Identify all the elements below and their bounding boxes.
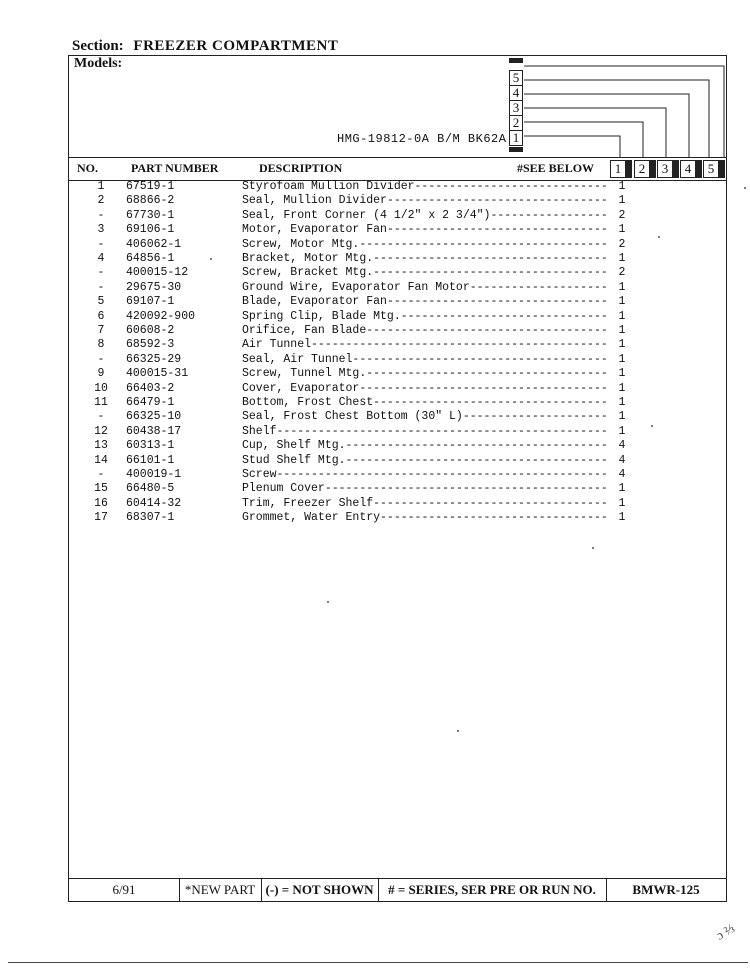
footer-series-note: # = SERIES, SER PRE OR RUN NO. <box>378 879 607 901</box>
header-part-number: PART NUMBER <box>131 161 219 175</box>
part-description <box>242 281 614 295</box>
part-number: 66101-1 <box>126 453 175 467</box>
part-number: 67519-1 <box>126 180 175 193</box>
series-box-3: 3 <box>509 100 523 116</box>
quantity: 4 <box>618 453 626 467</box>
part-number: 60608-2 <box>126 324 175 337</box>
table-row <box>69 194 726 208</box>
description-text: Seal, Frost Chest Bottom (30" L) <box>242 410 463 424</box>
models-label: Models: <box>74 56 123 71</box>
row-number: 17 <box>94 511 108 525</box>
quantity: 1 <box>618 309 626 323</box>
description-text: Seal, Mullion Divider <box>242 194 387 208</box>
quantity: 1 <box>618 194 626 208</box>
part-number: 60414-32 <box>126 496 182 510</box>
table-row <box>69 511 726 525</box>
row-number: 15 <box>94 482 108 496</box>
table-row <box>69 482 726 496</box>
column-separator <box>673 160 679 178</box>
dash-leader: ------------------------------------------------ <box>276 424 608 438</box>
dash-leader: ----------------- <box>490 208 608 222</box>
row-number: 9 <box>97 367 105 381</box>
row-number: 12 <box>94 424 108 438</box>
footer-not-shown: (-) = NOT SHOWN <box>261 879 379 901</box>
section-label: Section: <box>72 38 124 54</box>
row-number: 5 <box>97 295 105 309</box>
row-number: 1 <box>97 180 105 193</box>
table-row <box>69 223 726 237</box>
series-box-5: 5 <box>509 70 523 86</box>
description-text: Cover, Evaporator <box>242 381 360 395</box>
part-number: 66325-10 <box>126 410 182 424</box>
part-description <box>242 468 614 482</box>
dash-leader: -------------------------------- <box>386 223 608 237</box>
quantity: 1 <box>618 338 626 352</box>
column-number-4: 4 <box>680 160 696 178</box>
column-separator <box>626 160 632 178</box>
part-description <box>242 338 614 352</box>
row-number: 14 <box>94 453 108 467</box>
header-no: NO. <box>77 161 98 175</box>
part-number: 400019-1 <box>126 468 182 481</box>
quantity: 2 <box>618 237 626 251</box>
part-description <box>242 410 614 424</box>
part-description <box>242 497 614 511</box>
quantity: 4 <box>618 439 626 453</box>
quantity: 1 <box>618 223 626 237</box>
part-number: 420092-900 <box>126 309 196 323</box>
scan-speck <box>210 258 212 260</box>
parts-list-frame <box>68 55 727 902</box>
quantity: 1 <box>618 381 626 395</box>
dash-leader: -------------------------------- <box>386 194 608 208</box>
column-number-2: 2 <box>634 160 650 178</box>
part-number: 66403-2 <box>126 381 175 395</box>
bottom-rule <box>8 962 748 963</box>
dash-leader: -------------------------------------- <box>345 439 608 453</box>
part-description <box>242 310 614 324</box>
part-number: 68866-2 <box>126 194 175 208</box>
row-number: - <box>97 468 105 481</box>
row-number: 8 <box>97 338 105 352</box>
row-number: - <box>97 410 105 424</box>
description-text: Screw, Motor Mtg. <box>242 237 360 251</box>
quantity: 2 <box>618 208 626 222</box>
row-number: 11 <box>94 396 108 409</box>
part-number: 69106-1 <box>126 223 175 237</box>
part-description <box>242 396 614 410</box>
table-row <box>69 338 726 352</box>
part-number: 400015-31 <box>126 367 189 381</box>
part-number: 68592-3 <box>126 338 175 352</box>
description-text: Trim, Freezer Shelf <box>242 496 374 510</box>
series-box-stack <box>509 58 523 154</box>
part-number: 66480-5 <box>126 482 175 496</box>
description-text: Stud Shelf Mtg. <box>242 453 346 467</box>
description-text: Orifice, Fan Blade <box>242 324 367 337</box>
scan-speck <box>658 236 660 238</box>
header-description: DESCRIPTION <box>259 161 343 175</box>
description-text: Styrofoam Mullion Divider <box>242 180 415 193</box>
row-number: 7 <box>97 324 105 337</box>
part-number: 60438-17 <box>126 424 182 438</box>
quantity: 1 <box>618 352 626 366</box>
row-number: 10 <box>94 381 108 395</box>
dash-leader: -------------------------------------- <box>345 453 608 467</box>
column-number-3: 3 <box>657 160 673 178</box>
model-number: HMG-19812-0A B/M BK62A <box>337 132 507 146</box>
description-text: Bottom, Frost Chest <box>242 396 374 409</box>
row-number: - <box>97 208 105 222</box>
dash-leader: ------------------------------------ <box>359 381 608 395</box>
row-number: 6 <box>97 309 105 323</box>
part-description <box>242 324 614 338</box>
part-number: 406062-1 <box>126 237 182 251</box>
quantity: 2 <box>618 266 626 280</box>
dash-leader: ------------------------------------- <box>352 352 608 366</box>
row-number: 4 <box>97 252 105 265</box>
series-marker <box>509 147 523 152</box>
table-row <box>69 454 726 468</box>
description-text: Spring Clip, Blade Mtg. <box>242 309 401 323</box>
row-number: - <box>97 266 105 280</box>
description-text: Cup, Shelf Mtg. <box>242 439 346 453</box>
table-row <box>69 209 726 223</box>
dash-leader: ---------------------------------- <box>373 496 608 510</box>
footer-date: 6/91 <box>69 879 180 901</box>
quantity: 4 <box>618 468 626 481</box>
table-row <box>69 324 726 338</box>
part-description <box>242 252 614 266</box>
dash-leader: ---------------------------------- <box>373 252 608 265</box>
dash-leader: --------------------- <box>462 410 608 424</box>
footer-new-part: *NEW PART <box>179 879 262 901</box>
quantity: 1 <box>618 295 626 309</box>
row-number: - <box>97 280 105 294</box>
part-number: 69107-1 <box>126 295 175 309</box>
quantity: 1 <box>618 511 626 525</box>
part-description <box>242 511 614 525</box>
part-description <box>242 223 614 237</box>
scan-speck <box>744 187 746 189</box>
part-description <box>242 209 614 223</box>
description-text: Screw, Tunnel Mtg. <box>242 367 367 381</box>
description-text: Seal, Front Corner (4 1/2" x 2 3/4") <box>242 208 491 222</box>
table-row <box>69 439 726 453</box>
quantity: 1 <box>618 324 626 337</box>
dash-leader: ------------------------------ <box>400 309 608 323</box>
dash-leader: ---------------------------- <box>414 180 608 193</box>
table-row <box>69 353 726 367</box>
table-row <box>69 310 726 324</box>
dash-leader: ----------------------------------- <box>366 324 608 337</box>
table-row <box>69 425 726 439</box>
quantity: 1 <box>618 424 626 438</box>
dash-leader: ---------------------------------- <box>373 396 608 409</box>
quantity: 1 <box>618 482 626 496</box>
row-number: 3 <box>97 223 105 237</box>
dash-leader: ------------------------------------------------ <box>276 468 608 481</box>
row-number: - <box>97 237 105 251</box>
handwritten-mark: ɔ ⅔ <box>713 920 738 943</box>
description-text: Seal, Air Tunnel <box>242 352 353 366</box>
table-row <box>69 367 726 381</box>
series-box-4: 4 <box>509 85 523 101</box>
scan-speck <box>592 547 594 549</box>
section-heading <box>72 38 338 55</box>
description-text: Plenum Cover <box>242 482 325 496</box>
table-row <box>69 238 726 252</box>
row-number: 2 <box>97 194 105 208</box>
table-header <box>69 157 726 181</box>
dash-leader: ------------------------------------ <box>359 237 608 251</box>
table-row <box>69 497 726 511</box>
dash-leader: ------------------------------------------- <box>311 338 608 352</box>
table-row <box>69 410 726 424</box>
series-box-2: 2 <box>509 115 523 131</box>
quantity: 1 <box>618 496 626 510</box>
description-text: Motor, Evaporator Fan <box>242 223 387 237</box>
description-text: Shelf <box>242 424 277 438</box>
part-description <box>242 382 614 396</box>
description-text: Ground Wire, Evaporator Fan Motor <box>242 280 470 294</box>
dash-leader: --------------------------------- <box>380 511 608 525</box>
row-number: 13 <box>94 439 108 453</box>
part-number: 60313-1 <box>126 439 175 453</box>
dash-leader: -------------------- <box>469 280 608 294</box>
series-leader-lines <box>69 56 726 166</box>
scan-speck <box>457 730 459 732</box>
section-value: FREEZER COMPARTMENT <box>133 38 339 54</box>
table-row <box>69 281 726 295</box>
footer-doc-id: BMWR-125 <box>632 882 700 897</box>
table-row <box>69 180 726 194</box>
part-description <box>242 439 614 453</box>
part-description <box>242 353 614 367</box>
row-number: 16 <box>94 496 108 510</box>
table-row <box>69 252 726 266</box>
part-description <box>242 194 614 208</box>
part-description <box>242 425 614 439</box>
column-separator <box>696 160 702 178</box>
row-number: - <box>97 352 105 366</box>
part-description <box>242 238 614 252</box>
description-text: Air Tunnel <box>242 338 312 352</box>
part-description <box>242 482 614 496</box>
part-description <box>242 266 614 280</box>
part-number: 66479-1 <box>126 396 175 409</box>
description-text: Screw <box>242 468 277 481</box>
column-separator <box>650 160 656 178</box>
table-row <box>69 396 726 410</box>
dash-leader: ---------------------------------- <box>373 266 608 280</box>
dash-leader: ----------------------------------- <box>366 367 608 381</box>
header-see-below: #SEE BELOW <box>517 161 595 175</box>
quantity: 1 <box>618 396 626 409</box>
description-text: Screw, Bracket Mtg. <box>242 266 374 280</box>
series-box-1: 1 <box>509 130 523 146</box>
part-description <box>242 367 614 381</box>
part-number: 64856-1 <box>126 252 175 265</box>
description-text: Blade, Evaporator Fan <box>242 295 387 309</box>
part-description <box>242 180 614 194</box>
scan-speck <box>327 601 329 603</box>
column-separator <box>719 160 725 178</box>
part-number: 68307-1 <box>126 511 175 525</box>
part-number: 67730-1 <box>126 208 175 222</box>
dash-leader: -------------------------------- <box>386 295 608 309</box>
dash-leader: ----------------------------------------- <box>324 482 608 496</box>
description-text: Grommet, Water Entry <box>242 511 381 525</box>
series-marker <box>509 58 523 63</box>
quantity: 1 <box>618 252 626 265</box>
part-number: 66325-29 <box>126 352 182 366</box>
quantity: 1 <box>618 410 626 424</box>
description-text: Bracket, Motor Mtg. <box>242 252 374 265</box>
quantity: 1 <box>618 280 626 294</box>
part-description <box>242 454 614 468</box>
footer-legend <box>69 878 726 901</box>
part-description <box>242 295 614 309</box>
column-number-5: 5 <box>703 160 719 178</box>
scan-speck <box>651 425 653 427</box>
table-row <box>69 295 726 309</box>
table-row <box>69 266 726 280</box>
part-number: 29675-30 <box>126 280 182 294</box>
part-number: 400015-12 <box>126 266 189 280</box>
table-row <box>69 468 726 482</box>
quantity: 1 <box>618 180 626 193</box>
column-number-1: 1 <box>610 160 626 178</box>
quantity: 1 <box>618 367 626 381</box>
table-row <box>69 382 726 396</box>
